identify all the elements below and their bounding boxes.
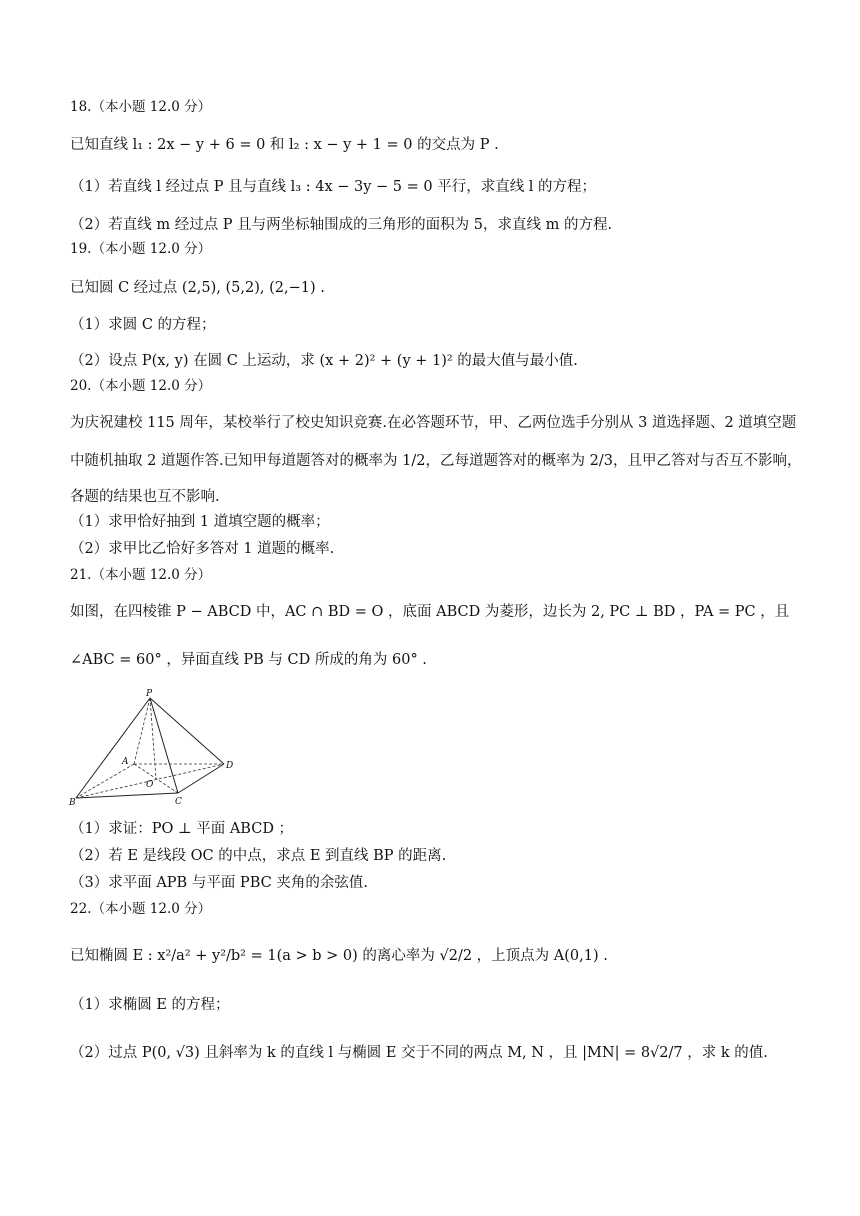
label-C: C — [175, 797, 182, 807]
segment-PO — [150, 698, 156, 779]
problem-18-question-1: （1）若直线 l 经过点 P 且与直线 l₃ : 4x − 3y − 5 = 0 平行，求直线 l 的方程； — [70, 179, 597, 195]
problem-21-question-3: （3）求平面 APB 与平面 PBC 夹角的余弦值. — [70, 875, 368, 891]
problem-21-question-1: （1）求证：PO ⊥ 平面 ABCD ； — [70, 821, 294, 837]
problem-21-line-2: ∠ABC = 60° ，异面直线 PB 与 CD 所成的角为 60° . — [70, 652, 427, 668]
edge-PD — [150, 698, 224, 764]
problem-20-question-2: （2）求甲比乙恰好多答对 1 道题的概率. — [70, 541, 335, 557]
problem-19-question-1: （1）求圆 C 的方程； — [70, 317, 216, 333]
label-O: O — [146, 780, 154, 790]
problem-19-header: 19.（本小题 12.0 分） — [70, 241, 212, 257]
problem-20-line-3: 各题的结果也互不影响. — [70, 489, 220, 505]
problem-18-header: 18.（本小题 12.0 分） — [70, 99, 212, 115]
edge-PA — [134, 698, 150, 764]
problem-22-header: 22.（本小题 12.0 分） — [70, 901, 212, 917]
problem-20-line-2: 中随机抽取 2 道题作答.已知甲每道题答对的概率为 1/2，乙每道题答对的概率为 2/3，且甲乙答对与否互不影响， — [70, 453, 802, 469]
problem-20-line-1: 为庆祝建校 115 周年，某校举行了校史知识竞赛.在必答题环节，甲、乙两位选手分别从 3 道选择题、2 道填空题 — [70, 415, 797, 431]
problem-21-header: 21.（本小题 12.0 分） — [70, 567, 212, 583]
problem-19-question-2: （2）设点 P(x, y) 在圆 C 上运动，求 (x + 2)² + (y + 1)² 的最大值与最小值. — [70, 353, 578, 369]
problem-18-question-2: （2）若直线 m 经过点 P 且与两坐标轴围成的三角形的面积为 5，求直线 m 的方程. — [70, 217, 613, 233]
label-P: P — [146, 689, 153, 699]
edge-PB — [76, 698, 150, 798]
problem-22-question-2: （2）过点 P(0, √3) 且斜率为 k 的直线 l 与椭圆 E 交于不同的两点 M, N ，且 |MN| = 8√2/7 ，求 k 的值. — [70, 1045, 768, 1061]
problem-22-stem: 已知椭圆 E : x²/a² + y²/b² = 1(a > b > 0) 的离心率为 √2/2 ，上顶点为 A(0,1) . — [70, 948, 608, 964]
problem-22-question-1: （1）求椭圆 E 的方程； — [70, 997, 230, 1013]
problem-19-stem: 已知圆 C 经过点 (2,5), (5,2), (2,−1) . — [70, 280, 325, 296]
problem-21-question-2: （2）若 E 是线段 OC 的中点，求点 E 到直线 BP 的距离. — [70, 848, 447, 864]
problem-21-line-1: 如图，在四棱锥 P − ABCD 中，AC ∩ BD = O ，底面 ABCD 为菱形，边长为 2, PC ⊥ BD ，PA = PC ，且 — [70, 604, 790, 620]
edge-CD — [178, 764, 224, 793]
label-A: A — [122, 757, 129, 767]
label-B: B — [69, 798, 76, 808]
edge-AB — [76, 764, 134, 798]
edge-PC — [150, 698, 178, 793]
problem-20-question-1: （1）求甲恰好抽到 1 道填空题的概率； — [70, 514, 330, 530]
label-D: D — [226, 761, 234, 771]
problem-18-stem: 已知直线 l₁ : 2x − y + 6 = 0 和 l₂ : x − y + 1 = 0 的交点为 P . — [70, 137, 499, 153]
pyramid-figure — [68, 688, 240, 808]
problem-20-header: 20.（本小题 12.0 分） — [70, 378, 212, 394]
edge-BC — [76, 793, 178, 798]
